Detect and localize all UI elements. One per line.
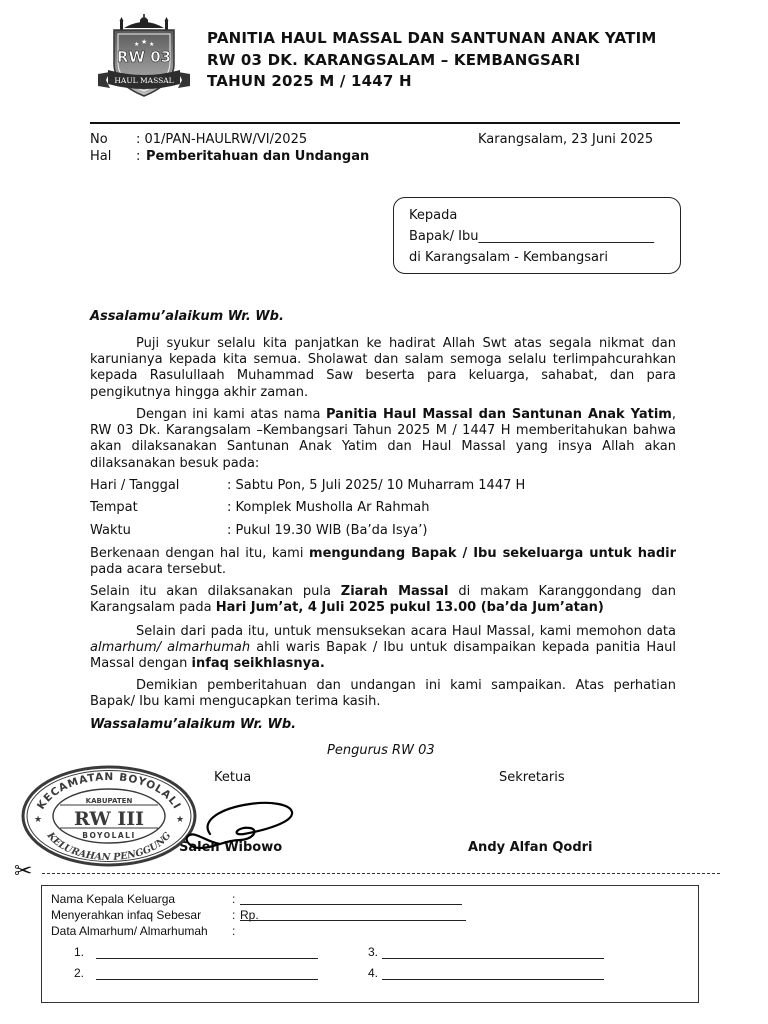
meta-no-label: No <box>90 132 108 147</box>
form-label-name: Nama Kepala Keluarga <box>51 892 176 906</box>
stamp-kabupaten: KABUPATEN <box>85 797 133 805</box>
signature-org: Pengurus RW 03 <box>327 743 435 758</box>
p4-text-a: Selain itu akan dilaksanakan pula <box>90 584 341 599</box>
signature-role-right: Sekretaris <box>499 770 565 785</box>
p2-committee-name: Panitia Haul Massal dan Santunan Anak Yatim <box>326 407 672 422</box>
p4-schedule: Hari Jum’at, 4 Juli 2025 pukul 13.00 (ba’da Jum’atan) <box>215 600 604 616</box>
paragraph-1: Puji syukur selalu kita panjatkan ke hadirat Allah Swt atas segala nikmat dan karunianya kepada kita semua. Sholawat dan salam semoga selalu terlimpahcurahkan kepada Rasulullaah Muhammad Saw beserta para keluarga, sahabat, dan para pengikutnya hingga akhir zaman. <box>90 336 676 400</box>
p3-invitation: mengundang Bapak / Ibu sekeluarga untuk hadir <box>309 546 676 561</box>
paragraph-2 <box>90 407 676 472</box>
form-num-1: 1. <box>74 945 85 959</box>
detail-label-place: Tempat <box>90 500 138 515</box>
svg-text:★: ★ <box>34 815 43 825</box>
p2-text-a: Dengan ini kami atas nama <box>136 407 326 422</box>
form-num-2: 2. <box>74 966 85 980</box>
svg-text:★: ★ <box>149 41 155 48</box>
signature-name-right: Andy Alfan Qodri <box>468 840 593 855</box>
p4-text-c: di makam Karanggondang dan Karangsalam pada <box>90 584 676 616</box>
field-family-head[interactable] <box>240 892 462 905</box>
detail-label-time: Waktu <box>90 523 131 538</box>
form-colon-1: : <box>232 892 236 906</box>
recipient-line-3: di Karangsalam - Kembangsari <box>409 250 608 265</box>
field-deceased-4[interactable] <box>382 967 604 980</box>
detail-value-place: : Komplek Musholla Ar Rahmah <box>227 500 430 515</box>
cut-line <box>42 873 720 874</box>
form-num-3: 3. <box>368 945 379 959</box>
meta-hal-value: Pemberitahuan dan Undangan <box>146 149 370 164</box>
header-line-1: PANITIA HAUL MASSAL DAN SANTUNAN ANAK YATIM <box>207 29 657 47</box>
form-colon-2: : <box>232 908 236 922</box>
header-rule <box>90 122 680 124</box>
logo-ribbon-text: HAUL MASSAL <box>114 76 174 85</box>
letterhead-title <box>207 28 667 93</box>
signature-role-left: Ketua <box>214 770 252 785</box>
meta-hal-colon: : <box>136 149 141 164</box>
field-infaq-amount[interactable] <box>240 908 466 921</box>
field-deceased-2[interactable] <box>96 967 318 980</box>
p3-text-c: pada acara tersebut. <box>90 562 227 578</box>
recipient-line-2: Bapak/ Ibu___________________________ <box>409 229 654 244</box>
p5-infaq: infaq seikhlasnya. <box>191 656 325 672</box>
official-stamp <box>20 764 198 868</box>
handwritten-signature <box>180 796 310 856</box>
form-label-infaq: Menyerahkan infaq Sebesar <box>51 908 202 922</box>
p5-text-c: ahli waris Bapak / Ibu untuk disampaikan kepada panitia Haul Massal dengan <box>90 640 677 672</box>
form-rp-prefix: Rp. <box>240 908 259 922</box>
logo <box>96 14 192 100</box>
detail-value-date: : Sabtu Pon, 5 Juli 2025/ 10 Muharram 1447 H <box>227 478 526 493</box>
p4-ziarah: Ziarah Massal <box>340 584 449 599</box>
form-num-4: 4. <box>368 966 379 980</box>
stamp-top-arc: KECAMATAN BOYOLALI <box>35 770 184 812</box>
meta-hal-label: Hal <box>90 149 112 164</box>
letter-date: Karangsalam, 23 Juni 2025 <box>478 132 654 147</box>
field-deceased-3[interactable] <box>382 946 604 959</box>
closing: Wassalamu’alaikum Wr. Wb. <box>90 717 297 732</box>
paragraph-3 <box>90 546 676 578</box>
logo-rw-text: RW 03 <box>116 48 172 66</box>
p3-text-a: Berkenaan dengan hal itu, kami <box>90 546 310 561</box>
paragraph-6: Demikian pemberitahuan dan undangan ini kami sampaikan. Atas perhatian Bapak/ Ibu kami mengucapkan terima kasih. <box>90 678 676 710</box>
svg-text:★: ★ <box>141 38 148 46</box>
stamp-boyolali: BOYOLALI <box>82 831 136 840</box>
p2-text-c: , RW 03 Dk. Karangsalam –Kembangsari Tahun 2025 M / 1447 H memberitahukan bahwa akan dilaksanakan Santunan Anak Yatim dan Haul Massal yang insya Allah akan dilaksanakan besuk pada: <box>90 407 676 471</box>
paragraph-4 <box>90 584 676 616</box>
recipient-line-1: Kepada <box>409 208 458 223</box>
scissors-icon: ✂ <box>14 859 33 884</box>
p5-almarhum: almarhum/ almarhumah <box>90 640 251 656</box>
stamp-bottom-arc: KELURAHAN PENGGUNG <box>44 830 174 864</box>
meta-no-value: : 01/PAN-HAULRW/VI/2025 <box>136 132 308 147</box>
field-deceased-1[interactable] <box>96 946 318 959</box>
detail-label-date: Hari / Tanggal <box>90 478 180 493</box>
stamp-center: RW III <box>74 808 144 830</box>
detail-value-time: : Pukul 19.30 WIB (Ba’da Isya’) <box>227 523 428 538</box>
recipient-box <box>393 197 681 274</box>
signature-name-left: Saleh Wibowo <box>179 840 283 855</box>
header-line-3: TAHUN 2025 M / 1447 H <box>207 72 412 90</box>
form-colon-3: : <box>232 924 236 938</box>
svg-text:★: ★ <box>134 41 140 48</box>
greeting: Assalamu’alaikum Wr. Wb. <box>90 309 284 324</box>
paragraph-5 <box>90 624 676 673</box>
svg-text:★: ★ <box>176 815 185 825</box>
donation-slip <box>41 885 699 1003</box>
header-line-2: RW 03 DK. KARANGSALAM – KEMBANGSARI <box>207 50 581 69</box>
form-label-deceased: Data Almarhum/ Almarhumah <box>51 924 208 938</box>
p5-text-a: Selain dari pada itu, untuk mensuksekan acara Haul Massal, kami memohon data <box>136 624 676 639</box>
